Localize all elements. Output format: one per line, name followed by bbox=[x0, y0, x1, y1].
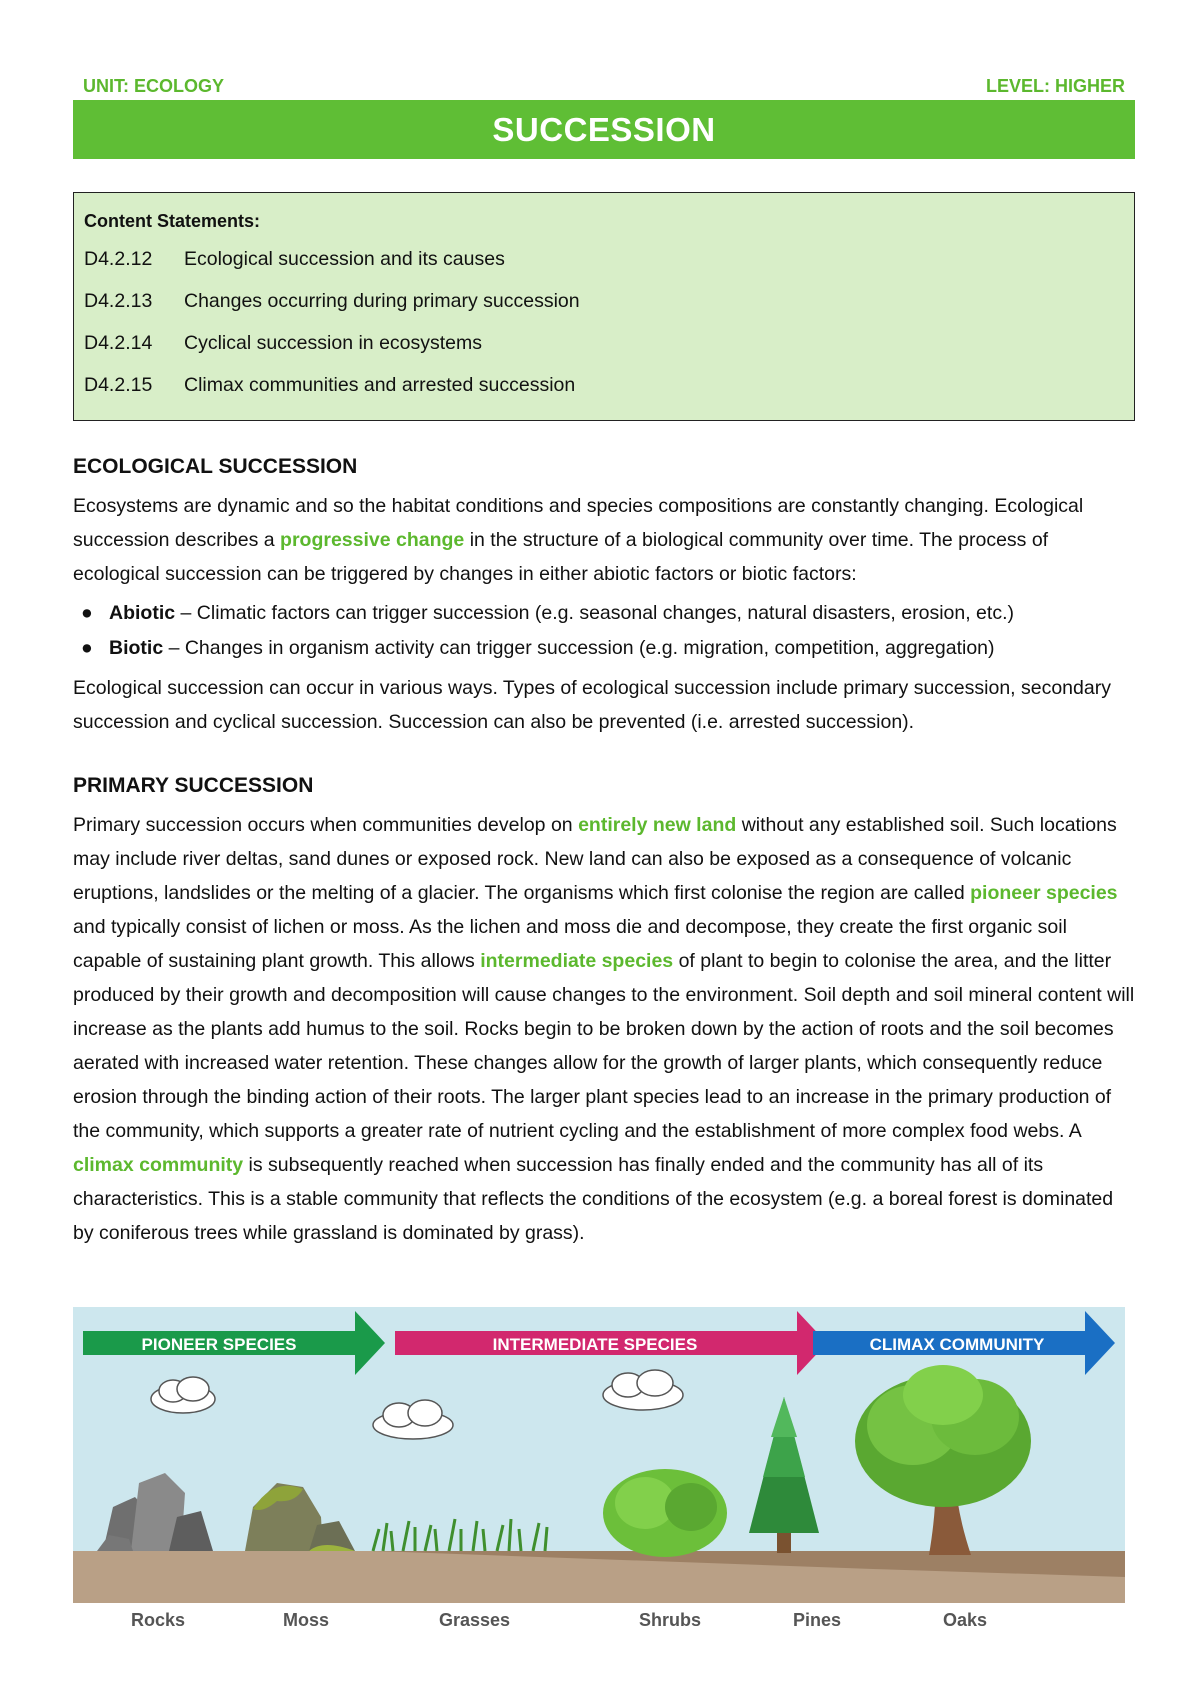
text-run: and typically consist of lichen or moss. As the lichen and moss die and decompose, they create the first organic soil capable of sustaining plant growth. This allows bbox=[73, 916, 1067, 972]
cloud-icon bbox=[151, 1377, 215, 1413]
primary-heading: PRIMARY SUCCESSION bbox=[73, 774, 314, 797]
text-run: Primary succession occurs when communities develop on bbox=[73, 814, 579, 836]
text-run: of plant to begin to colonise the area, and the litter produced by their growth and decomposition will cause changes to the environment. Soil depth and soil mineral content will increase as the plants add humus to the soil. Rocks begin to be broken down by the action of roots and the soil becomes aerated with increased water retention. These changes allow for the growth of larger plants, which consequently reduce erosion through the binding action of their roots. The larger plant species lead to an increase in the primary production of the community, which supports a greater rate of nutrient cycling and the establishment of more complex food webs. A bbox=[73, 950, 1135, 1142]
stage-label-rocks: Rocks bbox=[131, 1610, 186, 1630]
arrow-label: CLIMAX COMMUNITY bbox=[869, 1335, 1045, 1354]
statement-code: D4.2.13 bbox=[84, 290, 153, 312]
succession-diagram bbox=[73, 1307, 1125, 1603]
highlight-term: pioneer species bbox=[970, 882, 1118, 904]
text-run: Ecosystems are dynamic and so the habitat conditions and species compositions are constantly changing. Ecological succession describes a bbox=[73, 495, 1084, 551]
bullet-term: Abiotic bbox=[109, 602, 176, 624]
ecological-heading: ECOLOGICAL SUCCESSION bbox=[73, 455, 358, 478]
text-run: in the structure of a biological community over time. The process of ecological succession can be triggered by changes in either abiotic factors or biotic factors: bbox=[73, 529, 1049, 585]
bullet-term: Biotic bbox=[109, 637, 164, 659]
statement-row bbox=[84, 332, 1124, 374]
content-statements-box bbox=[73, 192, 1135, 421]
arrow-intermediate bbox=[395, 1311, 827, 1375]
highlight-term: intermediate species bbox=[480, 950, 674, 972]
bullet-text: – Climatic factors can trigger succession (e.g. seasonal changes, natural disasters, erosion, etc.) bbox=[175, 602, 1014, 624]
cloud-icon bbox=[603, 1370, 683, 1410]
stage-label-moss: Moss bbox=[283, 1610, 330, 1630]
bullet-icon: ● bbox=[81, 637, 93, 659]
text-run: without any established soil. Such locations may include river deltas, sand dunes or exposed rock. New land can also be exposed as a consequence of volcanic eruptions, landslides or the melting of a glacier. The organisms which first colonise the region are called bbox=[73, 814, 1117, 904]
statement-code: D4.2.12 bbox=[84, 248, 153, 270]
stage-label-shrubs: Shrubs bbox=[639, 1610, 702, 1630]
statement-row bbox=[84, 290, 1124, 332]
primary-paragraph bbox=[73, 808, 1135, 1250]
page-title: SUCCESSION bbox=[73, 100, 1135, 159]
bullet-text: – Changes in organism activity can trigger succession (e.g. migration, competition, aggregation) bbox=[163, 637, 995, 659]
statement-text: Cyclical succession in ecosystems bbox=[184, 332, 483, 354]
statement-text: Ecological succession and its causes bbox=[184, 248, 505, 270]
pine-illustration bbox=[749, 1397, 819, 1553]
oak-illustration bbox=[855, 1365, 1031, 1555]
statement-text: Climax communities and arrested succession bbox=[184, 374, 576, 396]
bullet-icon: ● bbox=[81, 602, 93, 624]
factor-list bbox=[73, 596, 1135, 666]
level-label: LEVEL: HIGHER bbox=[985, 76, 1125, 96]
unit-label: UNIT: ECOLOGY bbox=[83, 76, 225, 96]
stage-label-oaks: Oaks bbox=[943, 1610, 988, 1630]
grasses-illustration bbox=[373, 1519, 547, 1551]
header-line bbox=[73, 76, 1135, 100]
stage-labels bbox=[73, 1604, 1125, 1636]
statement-text: Changes occurring during primary succession bbox=[184, 290, 580, 312]
text-run: is subsequently reached when succession has finally ended and the community has all of its characteristics. This is a stable community that reflects the conditions of the ecosystem (e.g. a boreal forest is dominated by coniferous trees while grassland is dominated by grass). bbox=[73, 1154, 1114, 1244]
list-item bbox=[73, 596, 1135, 631]
succession-illustration bbox=[73, 1307, 1125, 1603]
ecological-paragraph-2: Ecological succession can occur in various ways. Types of ecological succession include primary succession, secondary succession and cyclical succession. Succession can also be prevented (i.e. arrested succession). bbox=[73, 677, 1111, 733]
arrow-label: PIONEER SPECIES bbox=[141, 1335, 297, 1354]
ecological-paragraph-1 bbox=[73, 489, 1135, 591]
highlight-term: entirely new land bbox=[578, 814, 737, 836]
arrow-label: INTERMEDIATE SPECIES bbox=[492, 1335, 698, 1354]
list-item bbox=[73, 631, 1135, 666]
statement-row bbox=[84, 374, 1124, 416]
stage-label-grasses: Grasses bbox=[439, 1610, 511, 1630]
highlight-term: progressive change bbox=[280, 529, 465, 551]
highlight-term: climax community bbox=[73, 1154, 244, 1176]
arrow-pioneer bbox=[83, 1311, 385, 1375]
content-statements-title: Content Statements: bbox=[84, 211, 261, 231]
shrub-illustration bbox=[603, 1469, 727, 1557]
stage-label-pines: Pines bbox=[793, 1610, 842, 1630]
cloud-icon bbox=[373, 1400, 453, 1439]
arrow-climax bbox=[813, 1311, 1115, 1375]
rocks-illustration bbox=[97, 1473, 213, 1551]
statement-row bbox=[84, 248, 1124, 290]
moss-illustration bbox=[245, 1483, 355, 1551]
statement-code: D4.2.15 bbox=[84, 374, 153, 396]
statement-code: D4.2.14 bbox=[84, 332, 153, 354]
